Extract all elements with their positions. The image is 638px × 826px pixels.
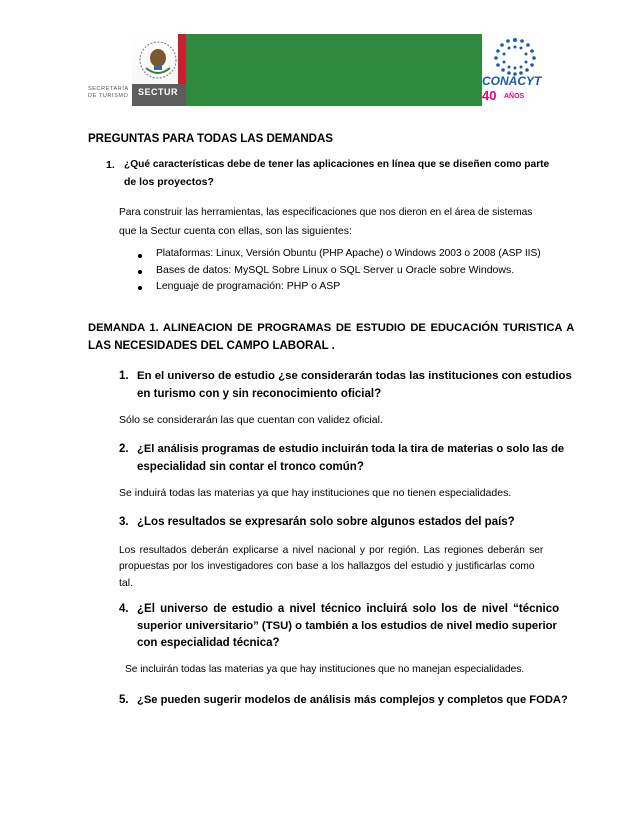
sectur-green-band — [178, 34, 482, 106]
question-line: en turismo con y sin reconocimiento oficial? — [137, 388, 382, 400]
section2-title-line2: LAS NECESIDADES DEL CAMPO LABORAL . — [88, 340, 335, 352]
question-number: 2. — [119, 443, 129, 455]
answer-text: Se induirá todas las materias ya que hay instituciones que no tienen especialidades. — [119, 487, 512, 499]
question-number: 4. — [119, 603, 129, 615]
question-number: 1. — [119, 370, 129, 382]
section1-q1-number: 1. — [106, 159, 115, 171]
question-line: especialidad sin contar el tronco común? — [137, 461, 364, 473]
bullet-dot — [138, 254, 142, 258]
section1-answer-line1: Para construir las herramientas, las especificaciones que nos dieron en el área de sistemas — [119, 207, 533, 218]
conacyt-label: CONACYT — [482, 74, 542, 88]
question-line: ¿El universo de estudio a nivel técnico incluirá solo los de nivel “técnico — [137, 603, 560, 615]
sectur-label: SECTUR — [138, 87, 179, 97]
question-line: ¿El análisis programas de estudio incluirán toda la tira de materias o solo las de — [137, 443, 565, 455]
sectur-red-band — [178, 34, 186, 84]
question-line: ¿Los resultados se expresarán solo sobre algunos estados del país? — [137, 516, 515, 528]
bullet-item: Bases de datos: MySQL Sobre Linux o SQL Server u Oracle sobre Windows. — [156, 264, 515, 276]
question-line: En el universo de estudio ¿se considerarán todas las instituciones con estudios — [137, 370, 572, 382]
header — [88, 34, 550, 106]
question-number: 5. — [119, 694, 129, 706]
secretaria-label: SECRETARÍA DE TURISMO — [88, 86, 129, 99]
section1-q1-line1: ¿Qué características debe de tener las aplicaciones en línea que se diseñen como parte — [124, 159, 550, 170]
answer-text: tal. — [119, 577, 134, 589]
conacyt-anos: AÑOS — [504, 93, 525, 100]
answer-text: Los resultados deberán explicarse a nivel nacional y por región. Las regiones deberán ser — [119, 545, 544, 556]
bullet-dot — [138, 286, 142, 290]
section1-answer-line2: que la Sectur cuenta con ellas, son las siguientes: — [119, 225, 352, 237]
question-line: ¿Se pueden sugerir modelos de análisis más complejos y completos que FODA? — [137, 694, 568, 706]
bullet-item: Lenguaje de programación: PHP o ASP — [156, 280, 341, 292]
section1-title: PREGUNTAS PARA TODAS LAS DEMANDAS — [88, 133, 333, 145]
mexico-seal-icon — [136, 38, 180, 82]
bullet-dot — [138, 270, 142, 274]
question-number: 3. — [119, 516, 129, 528]
question-line: con especialidad técnica? — [137, 637, 280, 649]
answer-text: Se incluirán todas las materias ya que hay instituciones que no manejan especialidades. — [125, 664, 525, 675]
section1-q1-line2: de los proyectos? — [124, 176, 214, 188]
conacyt-years: 40 — [482, 88, 497, 103]
answer-text: Sólo se considerarán las que cuentan con validez oficial. — [119, 414, 383, 426]
bullet-item: Plataformas: Linux, Versión Obuntu (PHP Apache) o Windows 2003 o 2008 (ASP IIS) — [156, 248, 541, 259]
section2-title-line1: DEMANDA 1. ALINEACION DE PROGRAMAS DE ESTUDIO DE EDUCACIÓN TURISTICA A — [88, 322, 575, 334]
question-line: superior universitario” (TSU) o también a los estudios de nivel medio superior — [137, 620, 557, 632]
answer-text: propuestas por los investigadores con base a los hallazgos del estudio y justificarlas como — [119, 561, 535, 572]
